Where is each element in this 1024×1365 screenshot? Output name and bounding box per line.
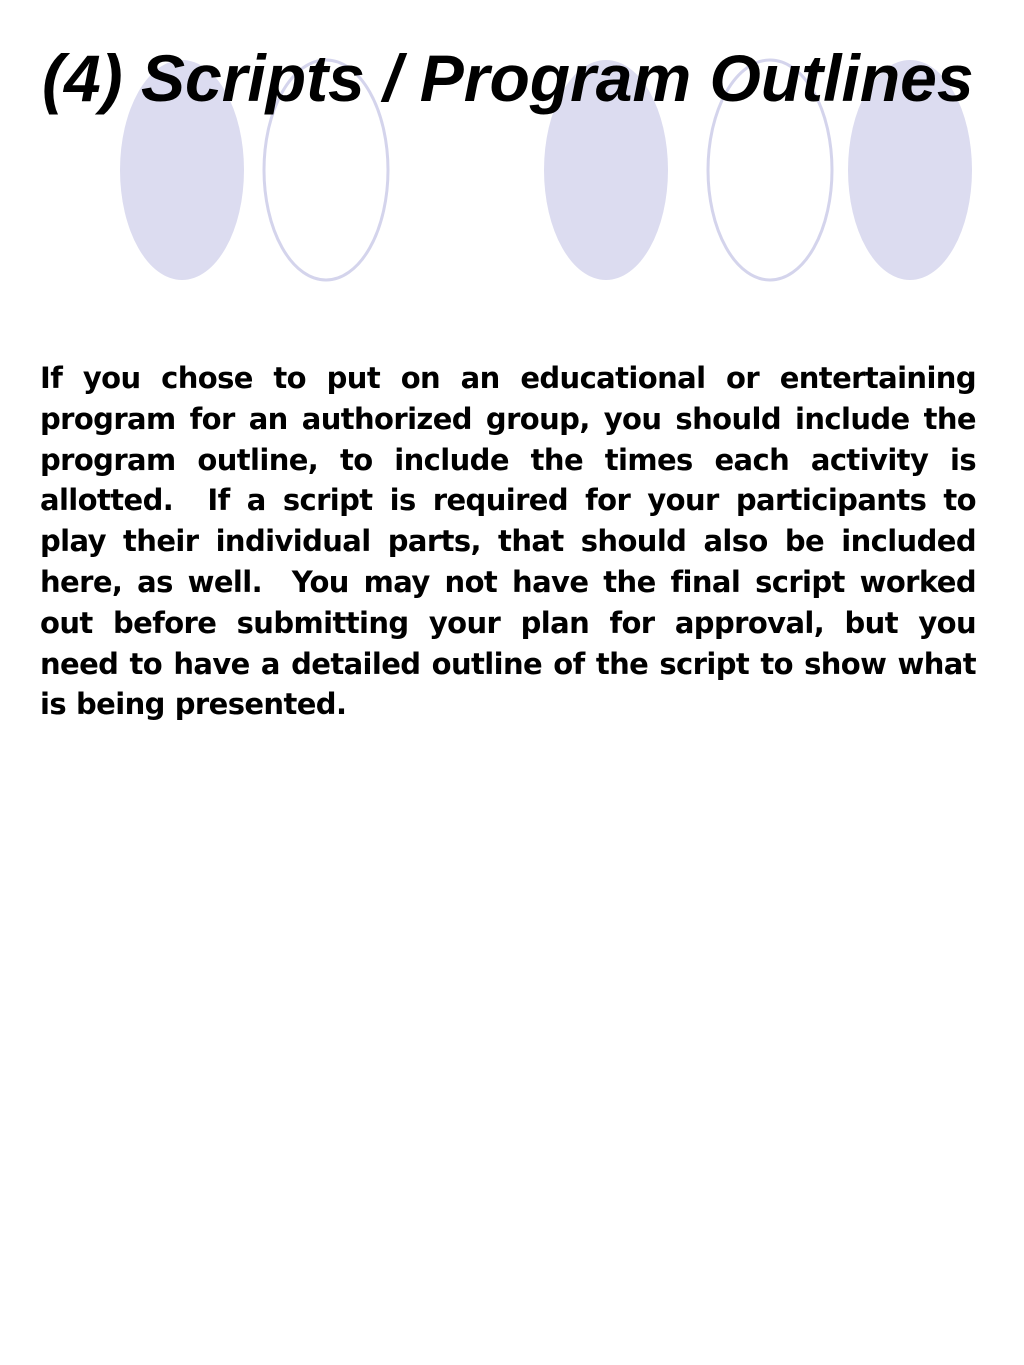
slide-title: (4) Scripts / Program Outlines <box>42 41 974 115</box>
slide-body-text: If you chose to put on an educational or entertaining program for an authorized group, you should include the program outline, to include the times each activity is allotted. If a script is required for your participants to play their individual parts, that should also be included here, as well. You may not have the final script worked out before submitting your plan for approval, but you need to have a detailed outline of the script to show what is being presented. <box>40 361 986 722</box>
